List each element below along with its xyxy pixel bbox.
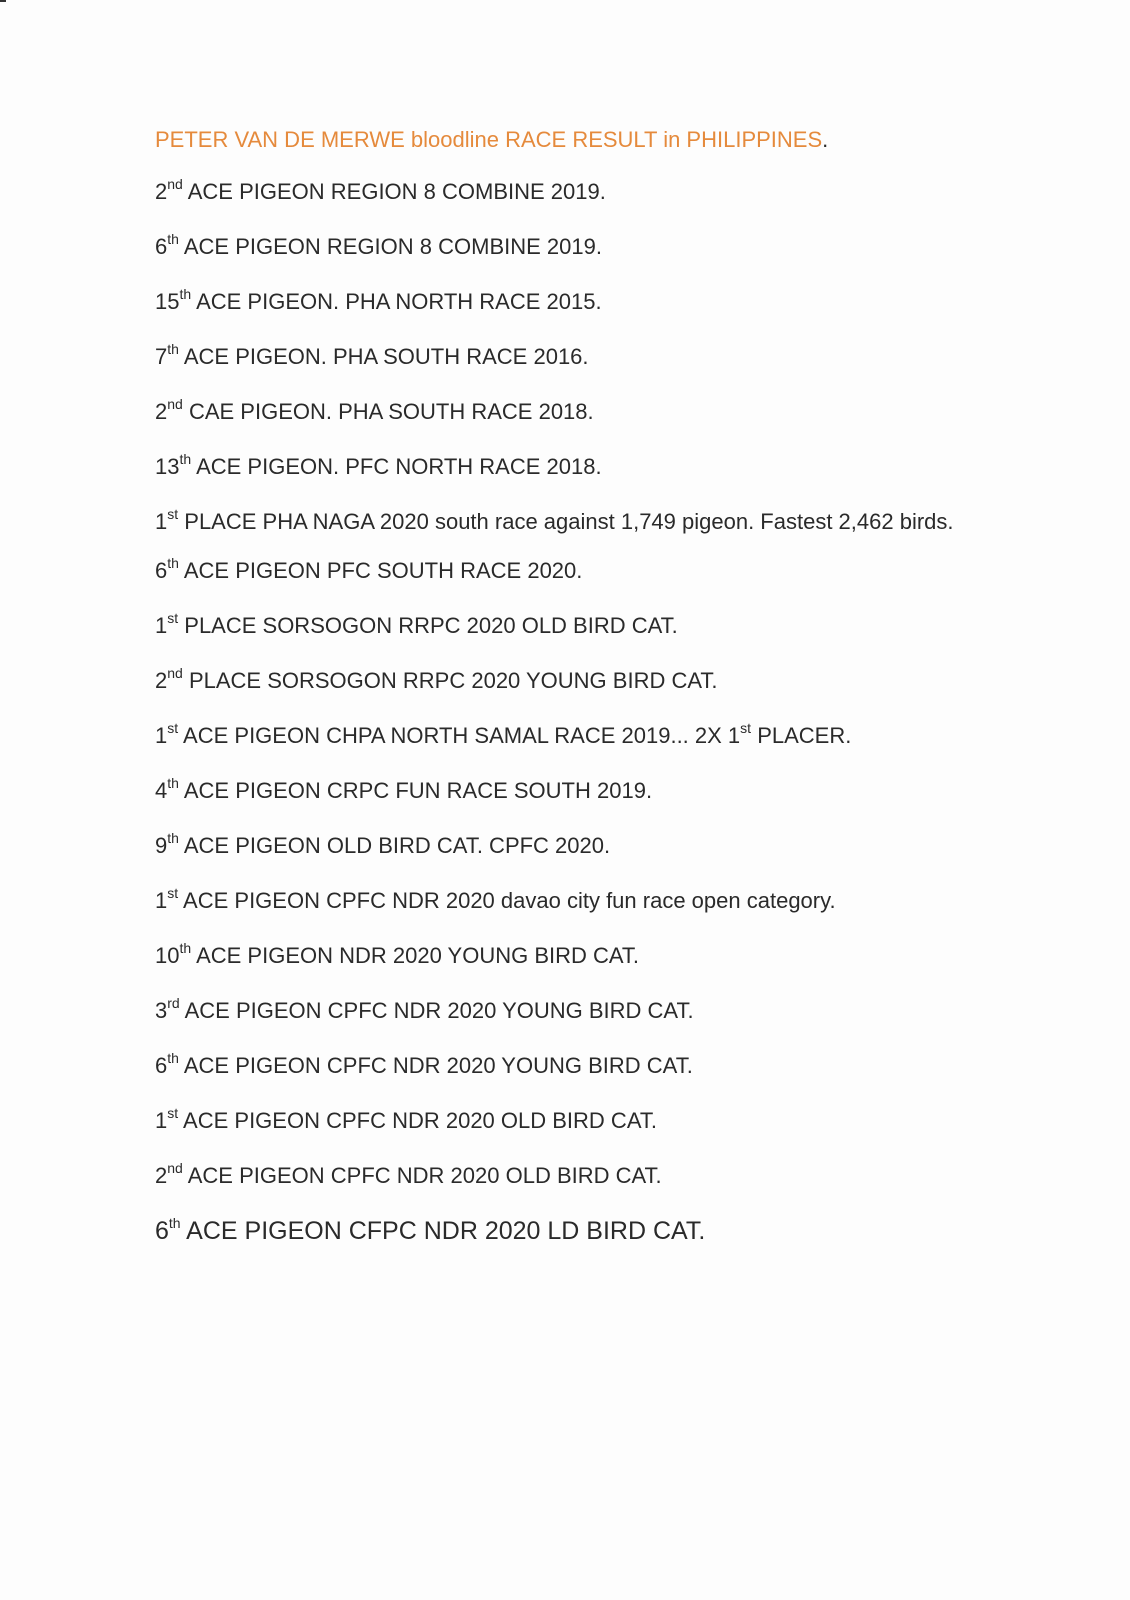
result-text: ACE PIGEON. PHA SOUTH RACE 2016. — [183, 344, 589, 369]
result-rank-suffix: th — [179, 285, 192, 302]
result-text: ACE PIGEON OLD BIRD CAT. CPFC 2020. — [183, 833, 611, 858]
result-rank-suffix: th — [168, 1214, 181, 1231]
result-rank: 7 — [155, 344, 168, 369]
result-rank: 1 — [155, 509, 168, 534]
result-rank: 15 — [155, 289, 180, 314]
result-rank-suffix: th — [167, 554, 179, 571]
result-rank: 2 — [155, 668, 168, 693]
result-rank-suffix: st — [167, 505, 179, 522]
title-text: PETER VAN DE MERWE bloodline RACE RESULT in PHILIPPINES — [155, 127, 823, 152]
result-rank-suffix: th — [167, 774, 179, 791]
result-text: ACE PIGEON CPFC NDR 2020 YOUNG BIRD CAT. — [184, 998, 694, 1023]
result-rank: 2 — [155, 179, 168, 204]
result-rank: 6 — [155, 1053, 168, 1078]
scan-edge-mark — [0, 0, 6, 2]
result-line — [155, 721, 1055, 751]
result-line — [155, 666, 1055, 696]
result-line — [155, 1051, 1055, 1081]
result-rank-suffix: st — [167, 1104, 179, 1121]
result-rank-suffix: th — [179, 450, 192, 467]
result-text: CAE PIGEON. PHA SOUTH RACE 2018. — [188, 399, 594, 424]
result-line — [155, 232, 1055, 262]
result-text: ACE PIGEON CRPC FUN RACE SOUTH 2019. — [183, 778, 653, 803]
result-text: ACE PIGEON CPFC NDR 2020 davao city fun race open category. — [183, 888, 836, 913]
result-rank-suffix: th — [167, 1049, 179, 1066]
document-title — [155, 125, 1055, 155]
result-rank-suffix: th — [167, 829, 179, 846]
result-line — [155, 177, 1055, 207]
result-text: ACE PIGEON. PHA NORTH RACE 2015. — [196, 289, 602, 314]
result-rank: 9 — [155, 833, 168, 858]
result-line — [155, 556, 1055, 586]
result-rank: 1 — [155, 1108, 168, 1133]
result-rank-suffix: nd — [167, 664, 183, 681]
result-rank: 1 — [155, 723, 168, 748]
result-line — [155, 831, 1055, 861]
result-text: ACE PIGEON CFPC NDR 2020 LD BIRD CAT. — [186, 1217, 706, 1245]
result-line — [155, 941, 1055, 971]
result-text: PLACE SORSOGON RRPC 2020 OLD BIRD CAT. — [184, 613, 678, 638]
result-rank-suffix: th — [179, 939, 192, 956]
result-line — [155, 886, 1055, 916]
result-line — [155, 1216, 1055, 1246]
result-rank: 4 — [155, 778, 168, 803]
result-tail-text: PLACER. — [757, 723, 852, 748]
result-text: ACE PIGEON CPFC NDR 2020 YOUNG BIRD CAT. — [183, 1053, 693, 1078]
result-rank-suffix: th — [167, 230, 179, 247]
result-tail-suffix: st — [740, 719, 752, 736]
result-text: ACE PIGEON. PFC NORTH RACE 2018. — [196, 454, 602, 479]
result-line — [155, 287, 1055, 317]
result-line — [155, 397, 1055, 427]
result-line — [155, 501, 1055, 543]
result-rank-suffix: th — [167, 340, 179, 357]
result-line — [155, 1161, 1055, 1191]
result-line — [155, 452, 1055, 482]
result-text: PLACE SORSOGON RRPC 2020 YOUNG BIRD CAT. — [188, 668, 718, 693]
result-line — [155, 776, 1055, 806]
result-rank-suffix: st — [167, 609, 179, 626]
result-rank: 10 — [155, 943, 180, 968]
result-rank: 3 — [155, 998, 168, 1023]
result-rank: 1 — [155, 888, 168, 913]
result-rank: 1 — [155, 613, 168, 638]
result-rank-suffix: nd — [167, 395, 183, 412]
result-text: ACE PIGEON REGION 8 COMBINE 2019. — [183, 234, 602, 259]
result-rank: 6 — [155, 1217, 169, 1245]
result-text: ACE PIGEON CPFC NDR 2020 OLD BIRD CAT. — [183, 1108, 657, 1133]
result-line — [155, 1106, 1055, 1136]
result-rank: 6 — [155, 234, 168, 259]
result-rank-suffix: st — [167, 884, 179, 901]
result-rank-suffix: nd — [167, 175, 183, 192]
result-text: ACE PIGEON CPFC NDR 2020 OLD BIRD CAT. — [187, 1163, 662, 1188]
result-rank-suffix: rd — [167, 994, 180, 1011]
result-rank-suffix: nd — [167, 1159, 183, 1176]
result-rank: 2 — [155, 1163, 168, 1188]
result-line — [155, 342, 1055, 372]
result-rank: 13 — [155, 454, 180, 479]
result-text: ACE PIGEON NDR 2020 YOUNG BIRD CAT. — [196, 943, 640, 968]
result-text: ACE PIGEON PFC SOUTH RACE 2020. — [183, 558, 583, 583]
result-text: ACE PIGEON CHPA NORTH SAMAL RACE 2019... 2X 1 — [183, 723, 741, 748]
result-text: ACE PIGEON REGION 8 COMBINE 2019. — [187, 179, 606, 204]
document-content — [155, 125, 1055, 1271]
result-text: PLACE PHA NAGA 2020 south race against 1,749 pigeon. Fastest 2,462 birds. — [184, 509, 954, 534]
title-period: . — [822, 127, 829, 152]
result-rank: 2 — [155, 399, 168, 424]
result-rank: 6 — [155, 558, 168, 583]
result-rank-suffix: st — [167, 719, 179, 736]
result-line — [155, 996, 1055, 1026]
result-line — [155, 611, 1055, 641]
